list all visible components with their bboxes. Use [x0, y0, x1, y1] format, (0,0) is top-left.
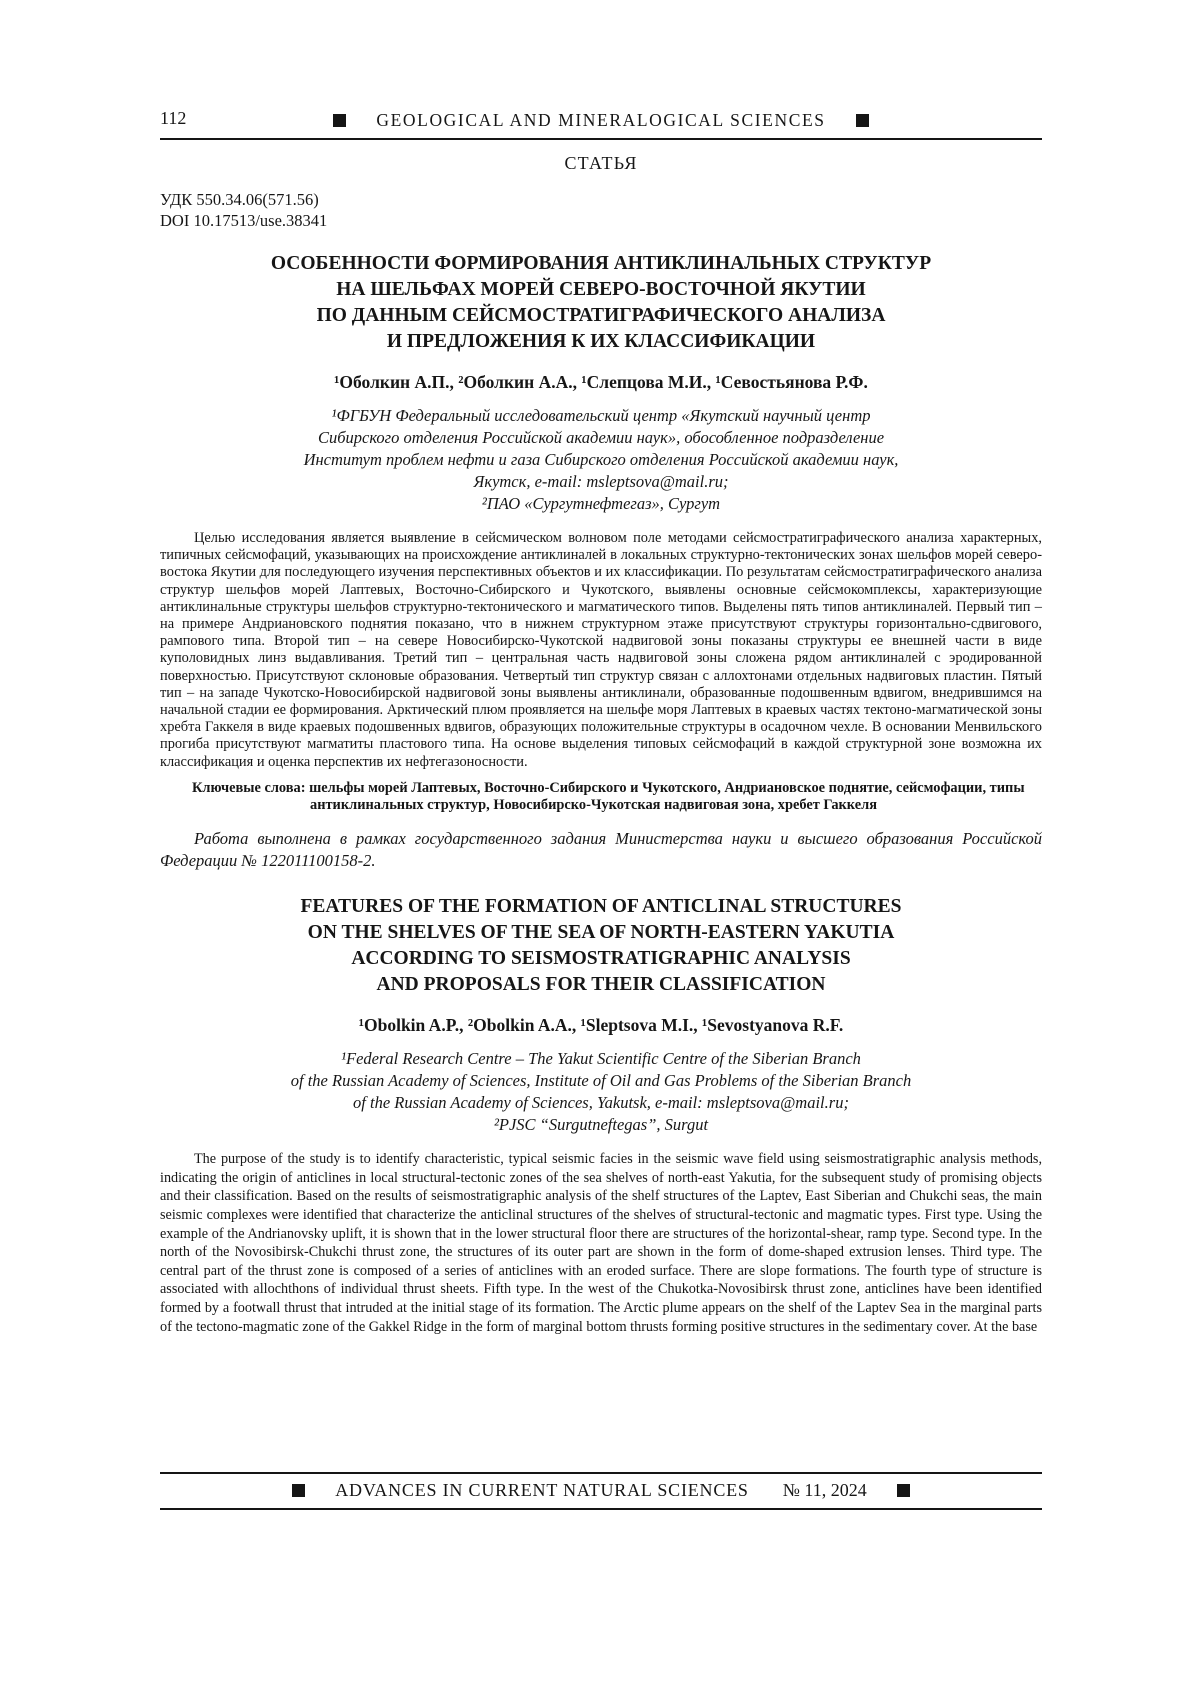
- article-title-en-line: ACCORDING TO SEISMOSTRATIGRAPHIC ANALYSIS: [351, 948, 851, 970]
- affiliation-ru: [160, 405, 1042, 515]
- keywords-label: Ключевые слова:: [192, 779, 310, 796]
- authors-en: ¹Obolkin A.P., ²Obolkin A.A., ¹Sleptsova M.I., ¹Sevostyanova R.F.: [358, 1015, 844, 1036]
- square-marker-icon: [897, 1484, 910, 1497]
- keywords-text: шельфы морей Лаптевых, Восточно-Сибирского и Чукотского, Андриановское поднятие, сейсмофации, типы антиклинальных структур, Новосибирско-Чукотская надвиговая зона, хребет Гаккеля: [309, 779, 1025, 814]
- running-head: [160, 0, 1042, 131]
- article-title-ru-line: ОСОБЕННОСТИ ФОРМИРОВАНИЯ АНТИКЛИНАЛЬНЫХ СТРУКТУР: [270, 253, 932, 274]
- article-type-label: СТАТЬЯ: [564, 153, 638, 173]
- udk-code: УДК 550.34.06(571.56): [160, 190, 319, 209]
- affiliation-en-line: ¹Federal Research Centre – The Yakut Scientific Centre of the Siberian Branch: [341, 1049, 861, 1069]
- page-content: [160, 0, 1042, 1336]
- article-title-ru-line: И ПРЕДЛОЖЕНИЯ К ИХ КЛАССИФИКАЦИИ: [386, 331, 816, 352]
- square-marker-icon: [333, 114, 346, 127]
- affiliation-ru-line: ²ПАО «Сургутнефтегаз», Сургут: [481, 494, 721, 513]
- affiliation-ru-line: Якутск, e-mail: msleptsova@mail.ru;: [473, 472, 729, 491]
- funding-note: Работа выполнена в рамках государственного задания Министерства науки и высшего образования Российской Федерации № 122011100158-2.: [160, 829, 1042, 871]
- article-title-en-line: ON THE SHELVES OF THE SEA OF NORTH-EASTERN YAKUTIA: [307, 922, 895, 944]
- article-title-en-line: FEATURES OF THE FORMATION OF ANTICLINAL STRUCTURES: [300, 896, 902, 918]
- affiliation-ru-line: ¹ФГБУН Федеральный исследовательский центр «Якутский научный центр: [331, 406, 871, 425]
- affiliation-en: [160, 1048, 1042, 1136]
- keywords-ru: [160, 780, 1042, 814]
- abstract-en: The purpose of the study is to identify characteristic, typical seismic facies in the seismic wave field using seismostratigraphic analysis methods, indicating the origin of anticlines in local structural-tectonic zones of the sea shelves of north-east Yakutia, for the subsequent study of promising objects and their classification. Based on the results of seismostratigraphic analysis of the shelf structures of the Laptev, East Siberian and Chukchi seas, the main seismic complexes were identified that characterize the anticlinal structures of the shelves of structural-tectonic and magmatic types. First type. Using the example of the Andrianovsky uplift, it is shown that in the lower structural floor there are structures of the horizontal-shear, ramp type. Second type. In the north of the Novosibirsk-Chukchi thrust zone, the structures of its outer part are shown in the form of dome-shaped extrusion lenses. Third type. The central part of the thrust zone is composed of a series of anticlines with an eroded surface. There are slope formations. The fourth type of structure is associated with allochthons of individual thrust sheets. Fifth type. In the west of the Chukotka-Novosibirsk thrust zone, anticlines have been identified formed by a footwall thrust that intruded at the initial stage of its formation. The Arctic plume appears on the shelf of the Laptev Sea in the marginal parts of the tectono-magmatic zone of the Gakkel Ridge in the form of marginal bottom thrusts forming positive structures in the sedimentary cover. At the base: [160, 1151, 1042, 1335]
- affiliation-en-line: ²PJSC “Surgutneftegas”, Surgut: [493, 1115, 709, 1135]
- affiliation-en-line: of the Russian Academy of Sciences, Institute of Oil and Gas Problems of the Siberian Branch: [290, 1071, 912, 1091]
- article-title-ru-line: ПО ДАННЫМ СЕЙСМОСТРАТИГРАФИЧЕСКОГО АНАЛИЗА: [316, 305, 886, 326]
- footer-row: [160, 1474, 1042, 1508]
- affiliation-ru-line: Сибирского отделения Российской академии наук», обособленное подразделение: [317, 428, 885, 447]
- udk-doi-block: [160, 189, 1042, 231]
- article-title-en-line: AND PROPOSALS FOR THEIR CLASSIFICATION: [376, 974, 826, 996]
- article-title-ru-line: НА ШЕЛЬФАХ МОРЕЙ СЕВЕРО-ВОСТОЧНОЙ ЯКУТИИ: [336, 279, 866, 300]
- footer-issue-number: № 11, 2024: [782, 1480, 867, 1500]
- article-title-en: [160, 894, 1042, 998]
- page-number: 112: [160, 108, 187, 128]
- doi-code: DOI 10.17513/use.38341: [160, 211, 328, 230]
- footer-journal-name: ADVANCES IN CURRENT NATURAL SCIENCES: [335, 1480, 749, 1500]
- article-title-ru: [160, 251, 1042, 355]
- affiliation-en-line: of the Russian Academy of Sciences, Yakutsk, e-mail: msleptsova@mail.ru;: [353, 1093, 849, 1113]
- square-marker-icon: [856, 114, 869, 127]
- affiliation-ru-line: Институт проблем нефти и газа Сибирского отделения Российской академии наук,: [303, 450, 899, 469]
- footer-rule-bottom: [160, 1508, 1042, 1510]
- authors-ru: ¹Оболкин А.П., ²Оболкин А.А., ¹Слепцова М.И., ¹Севостьянова Р.Ф.: [334, 372, 868, 392]
- running-head-title: GEOLOGICAL AND MINERALOGICAL SCIENCES: [376, 110, 826, 130]
- square-marker-icon: [292, 1484, 305, 1497]
- page-footer: [160, 1472, 1042, 1510]
- header-rule: [160, 138, 1042, 140]
- abstract-ru: Целью исследования является выявление в сейсмическом волновом поле методами сейсмостратиграфического анализа характерных, типичных сейсмофаций, указывающих на происхождение антиклиналей в локальных структурно-тектонических зонах шельфов морей северо-востока Якутии для последующего изучения перспективных объектов и их классификации. По результатам сейсмостратиграфического анализа структур шельфов морей Лаптевых, Восточно-Сибирского и Чукотского, выявлены основные сейсмокомплексы, характеризующие антиклинальные структуры шельфов структурно-тектонического и магматического типов. Выделены пять типов антиклиналей. Первый тип – на примере Андриановского поднятия показано, что в нижнем структурном этаже присутствуют структуры горизонтально-сдвигового, рампового типа. Второй тип – на севере Новосибирско-Чукотской надвиговой зоны показаны структуры ее внешней части в виде куполовидных линз выдавливания. Третий тип – центральная часть надвиговой зоны сложена рядом антиклиналей с эродированной поверхностью. Присутствуют склоновые образования. Четвертый тип структур связан с аллохтонами отдельных надвиговых пластин. Пятый тип – на западе Чукотско-Новосибирской надвиговой зоны выявлены антиклинали, образованные подошвенным вдвигом, внедрившимся на начальной стадии ее формирования. Арктический плюм проявляется на шельфе моря Лаптевых в краевых частях тектоно-магматической зоны хребта Гаккеля в виде краевых подошвенных вдвигов, образующих положительные структуры в осадочном чехле. В основании Менвильского прогиба присутствуют магматиты пластового типа. На основе выделения типовых сейсмофаций в каждой структурной зоне возможна их классификация и оценка перспектив их нефтегазоносности.: [160, 530, 1042, 770]
